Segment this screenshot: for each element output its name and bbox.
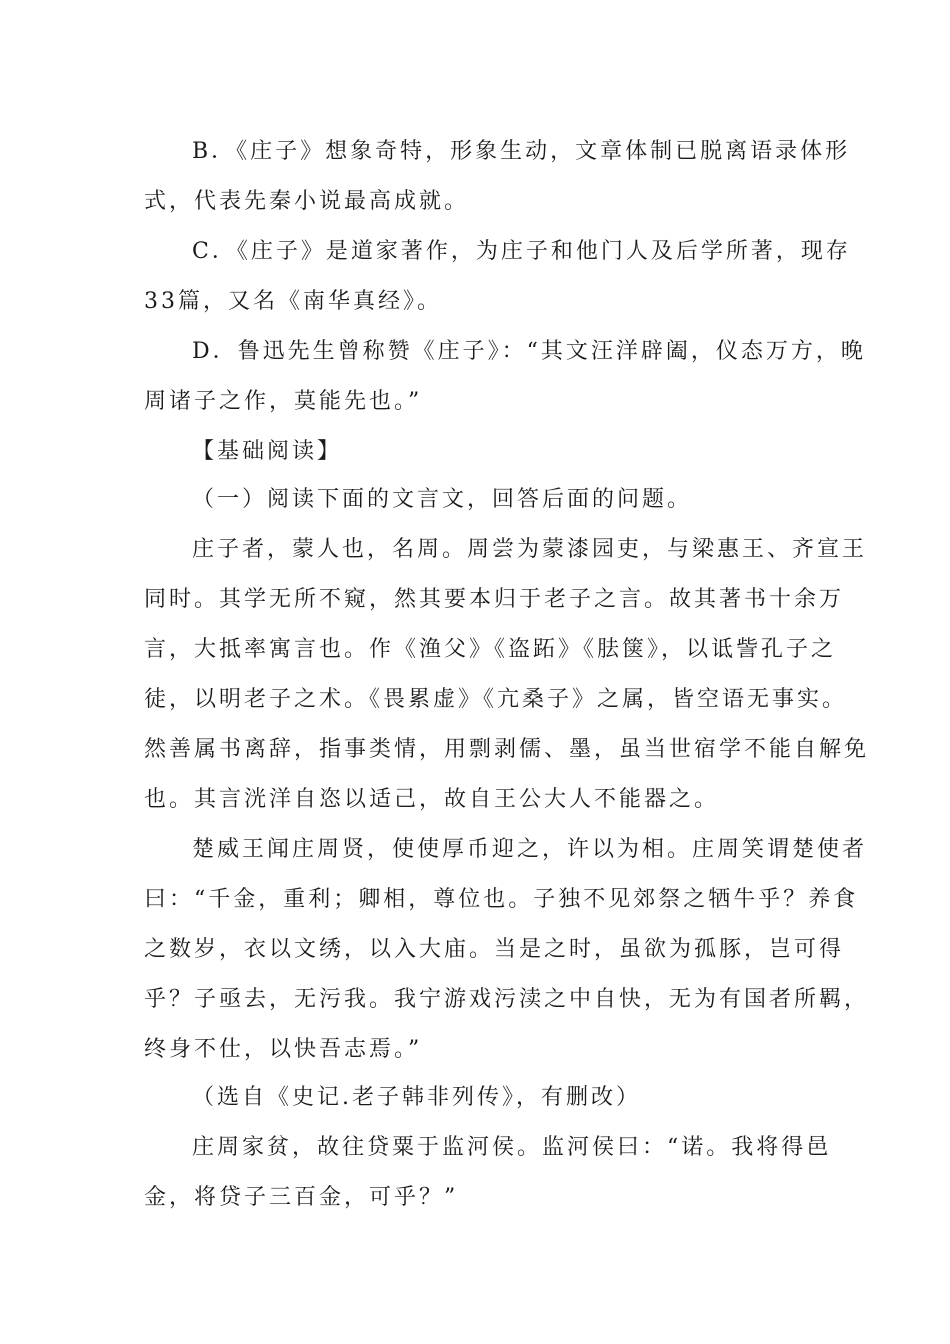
option-b-line-2: 式，代表先秦小说最高成就。 — [144, 189, 470, 214]
option-d-line-2: 周诸子之作，莫能先也。” — [144, 389, 423, 414]
source-citation: （选自《史记.老子韩非列传》，有删改） — [192, 1085, 641, 1110]
passage-1-line-3: 言，大抵率寓言也。作《渔父》《盗跖》《胠箧》，以诋訾孔子之 — [144, 637, 837, 662]
section-heading: 【基础阅读】 — [192, 439, 343, 464]
passage-1-line-1: 庄子者，蒙人也，名周。周尝为蒙漆园吏，与梁惠王、齐宣王 — [192, 537, 868, 562]
passage-1-line-6: 也。其言洸洋自恣以适己，故自王公大人不能器之。 — [144, 787, 720, 812]
option-b-line-1: B．《庄子》想象奇特，形象生动，文章体制已脱离语录体形 — [192, 139, 851, 164]
question-prompt: （一）阅读下面的文言文，回答后面的问题。 — [192, 487, 693, 512]
passage-1-line-5: 然善属书离辞，指事类情，用剽剥儒、墨，虽当世宿学不能自解免 — [144, 737, 870, 762]
passage-1-line-4: 徒，以明老子之术。《畏累虚》《亢桑子》之属，皆空语无事实。 — [144, 687, 848, 712]
option-d-line-1: D．鲁迅先生曾称赞《庄子》：“其文汪洋辟阖，仪态万方，晚 — [192, 339, 866, 364]
option-c-line-1: C．《庄子》是道家著作，为庄子和他门人及后学所著，现存 — [192, 239, 851, 264]
passage-2-line-1: 楚威王闻庄周贤，使使厚币迎之，许以为相。庄周笑谓楚使者 — [192, 837, 868, 862]
passage-1-line-2: 同时。其学无所不窥，然其要本归于老子之言。故其著书十余万 — [144, 587, 845, 612]
passage-2-line-5: 终身不仕，以快吾志焉。” — [144, 1037, 423, 1062]
passage-2-line-3: 之数岁，衣以文绣，以入大庙。当是之时，虽欲为孤豚，岂可得 — [144, 937, 845, 962]
passage-3-line-2: 金，将贷子三百金，可乎？” — [144, 1185, 459, 1210]
passage-2-line-2: 曰：“千金，重利；卿相，尊位也。子独不见郊祭之牺牛乎？养食 — [144, 887, 859, 912]
option-c-line-2: 33篇，又名《南华真经》。 — [144, 289, 442, 314]
passage-2-line-4: 乎？子亟去，无污我。我宁游戏污渎之中自快，无为有国者所羁， — [144, 987, 870, 1012]
passage-3-line-1: 庄周家贫，故往贷粟于监河侯。监河侯曰：“诺。我将得邑 — [192, 1135, 832, 1160]
